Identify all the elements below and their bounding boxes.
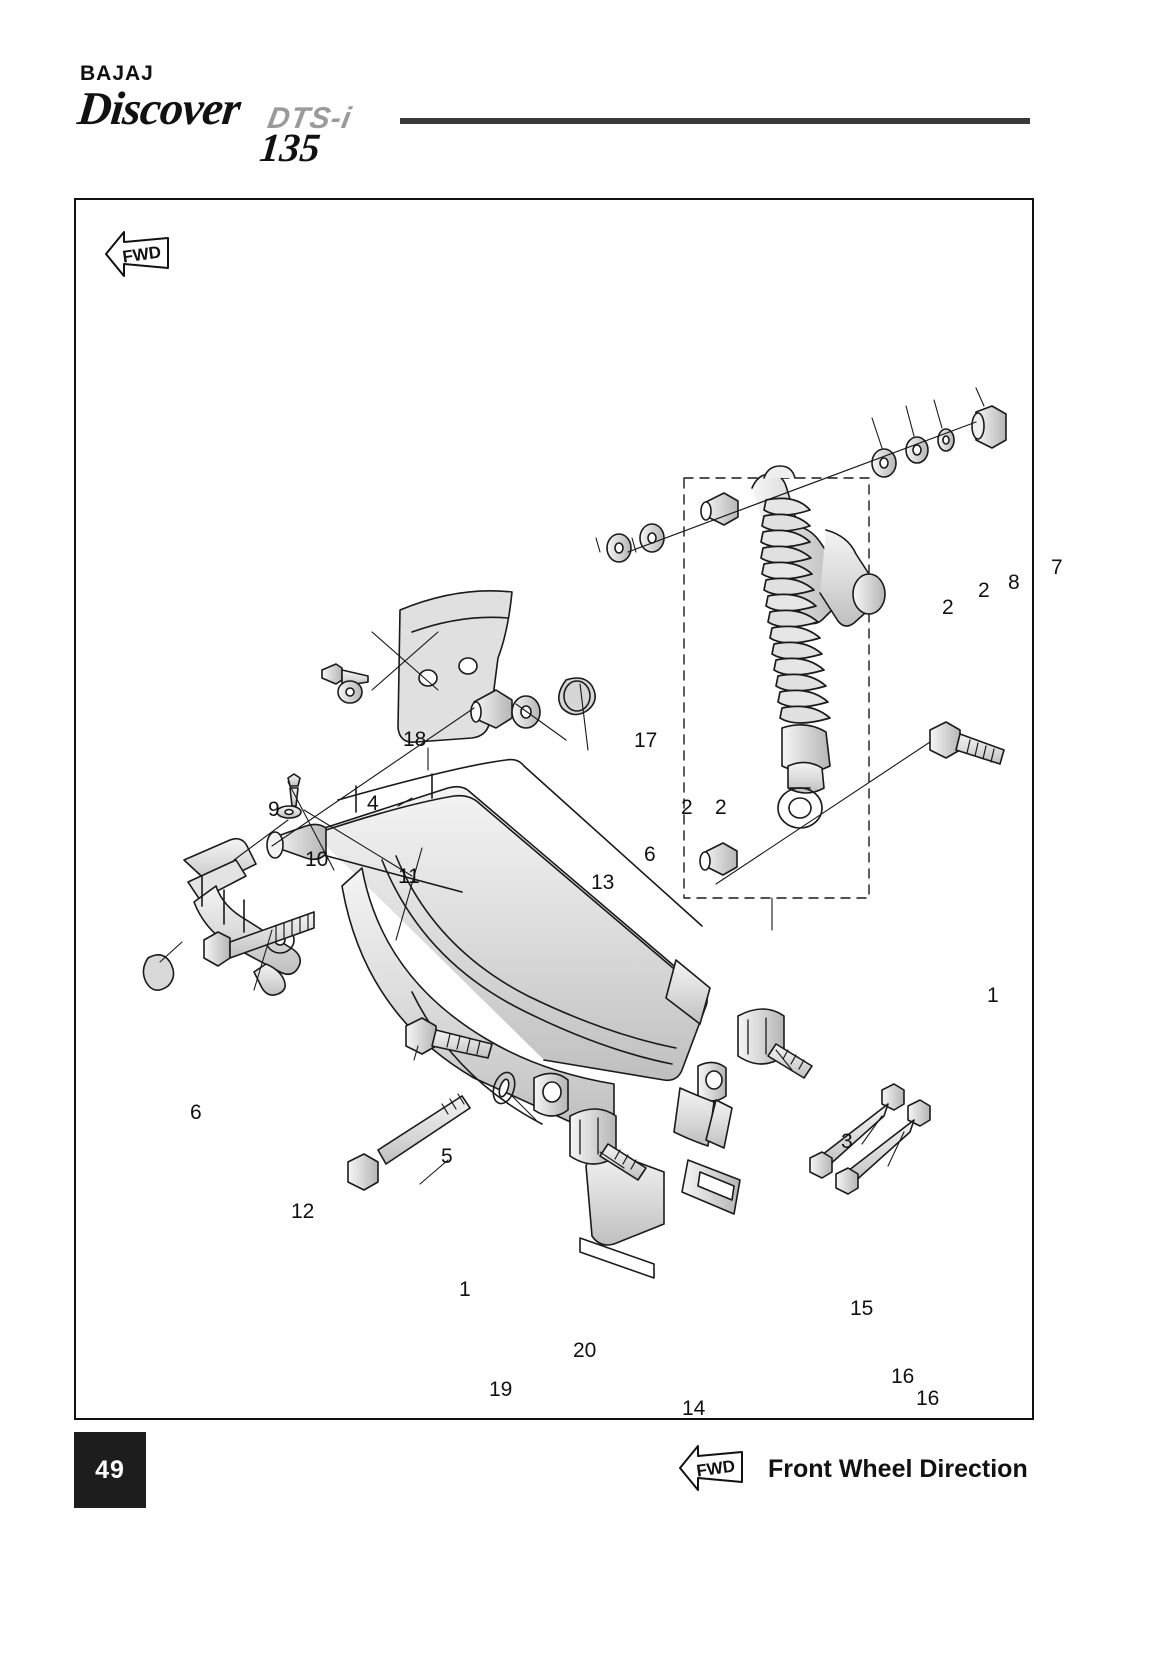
callout-16-b: 16 bbox=[916, 1387, 940, 1410]
brand-model: Discover bbox=[75, 83, 243, 135]
callout-2-a: 2 bbox=[942, 596, 954, 619]
callout-1-a: 1 bbox=[987, 984, 999, 1007]
callout-12: 12 bbox=[291, 1200, 315, 1223]
callout-6-a: 6 bbox=[644, 843, 656, 866]
callout-18: 18 bbox=[403, 728, 427, 751]
fwd-arrow-icon-footer bbox=[672, 1438, 750, 1500]
callout-13: 13 bbox=[591, 871, 615, 894]
callout-7: 7 bbox=[1051, 556, 1063, 579]
brand-maker: BAJAJ bbox=[80, 62, 154, 85]
svg-text:FWD: FWD bbox=[695, 1456, 737, 1481]
front-wheel-direction-label: Front Wheel Direction bbox=[768, 1454, 1028, 1483]
callout-8: 8 bbox=[1008, 571, 1020, 594]
callout-3: 3 bbox=[841, 1130, 853, 1153]
callout-2-d: 2 bbox=[715, 796, 727, 819]
brand-displacement: 135 bbox=[257, 125, 323, 170]
diagram-frame bbox=[74, 198, 1063, 1420]
callout-5: 5 bbox=[441, 1145, 453, 1168]
callout-16-a: 16 bbox=[891, 1365, 915, 1388]
front-wheel-direction-legend bbox=[672, 1438, 1028, 1500]
callout-2-c: 2 bbox=[681, 796, 693, 819]
page-number: 49 bbox=[74, 1432, 146, 1508]
brand-logo bbox=[75, 62, 418, 172]
callout-20: 20 bbox=[573, 1339, 597, 1362]
exploded-parts-drawing bbox=[76, 200, 1032, 1418]
svg-text:FWD: FWD bbox=[121, 242, 163, 267]
callout-10: 10 bbox=[305, 848, 329, 871]
callout-6-b: 6 bbox=[190, 1101, 202, 1124]
callout-4: 4 bbox=[367, 792, 379, 815]
callout-19: 19 bbox=[489, 1378, 513, 1401]
callout-11: 11 bbox=[398, 865, 420, 888]
callout-1-b: 1 bbox=[459, 1278, 471, 1301]
header-divider bbox=[400, 118, 1030, 124]
callout-9: 9 bbox=[268, 798, 280, 821]
callout-2-b: 2 bbox=[978, 579, 990, 602]
callout-17: 17 bbox=[634, 729, 658, 752]
brand-engine-tech: DTS-i bbox=[265, 102, 355, 135]
callout-15: 15 bbox=[850, 1297, 874, 1320]
callout-14: 14 bbox=[682, 1397, 706, 1420]
